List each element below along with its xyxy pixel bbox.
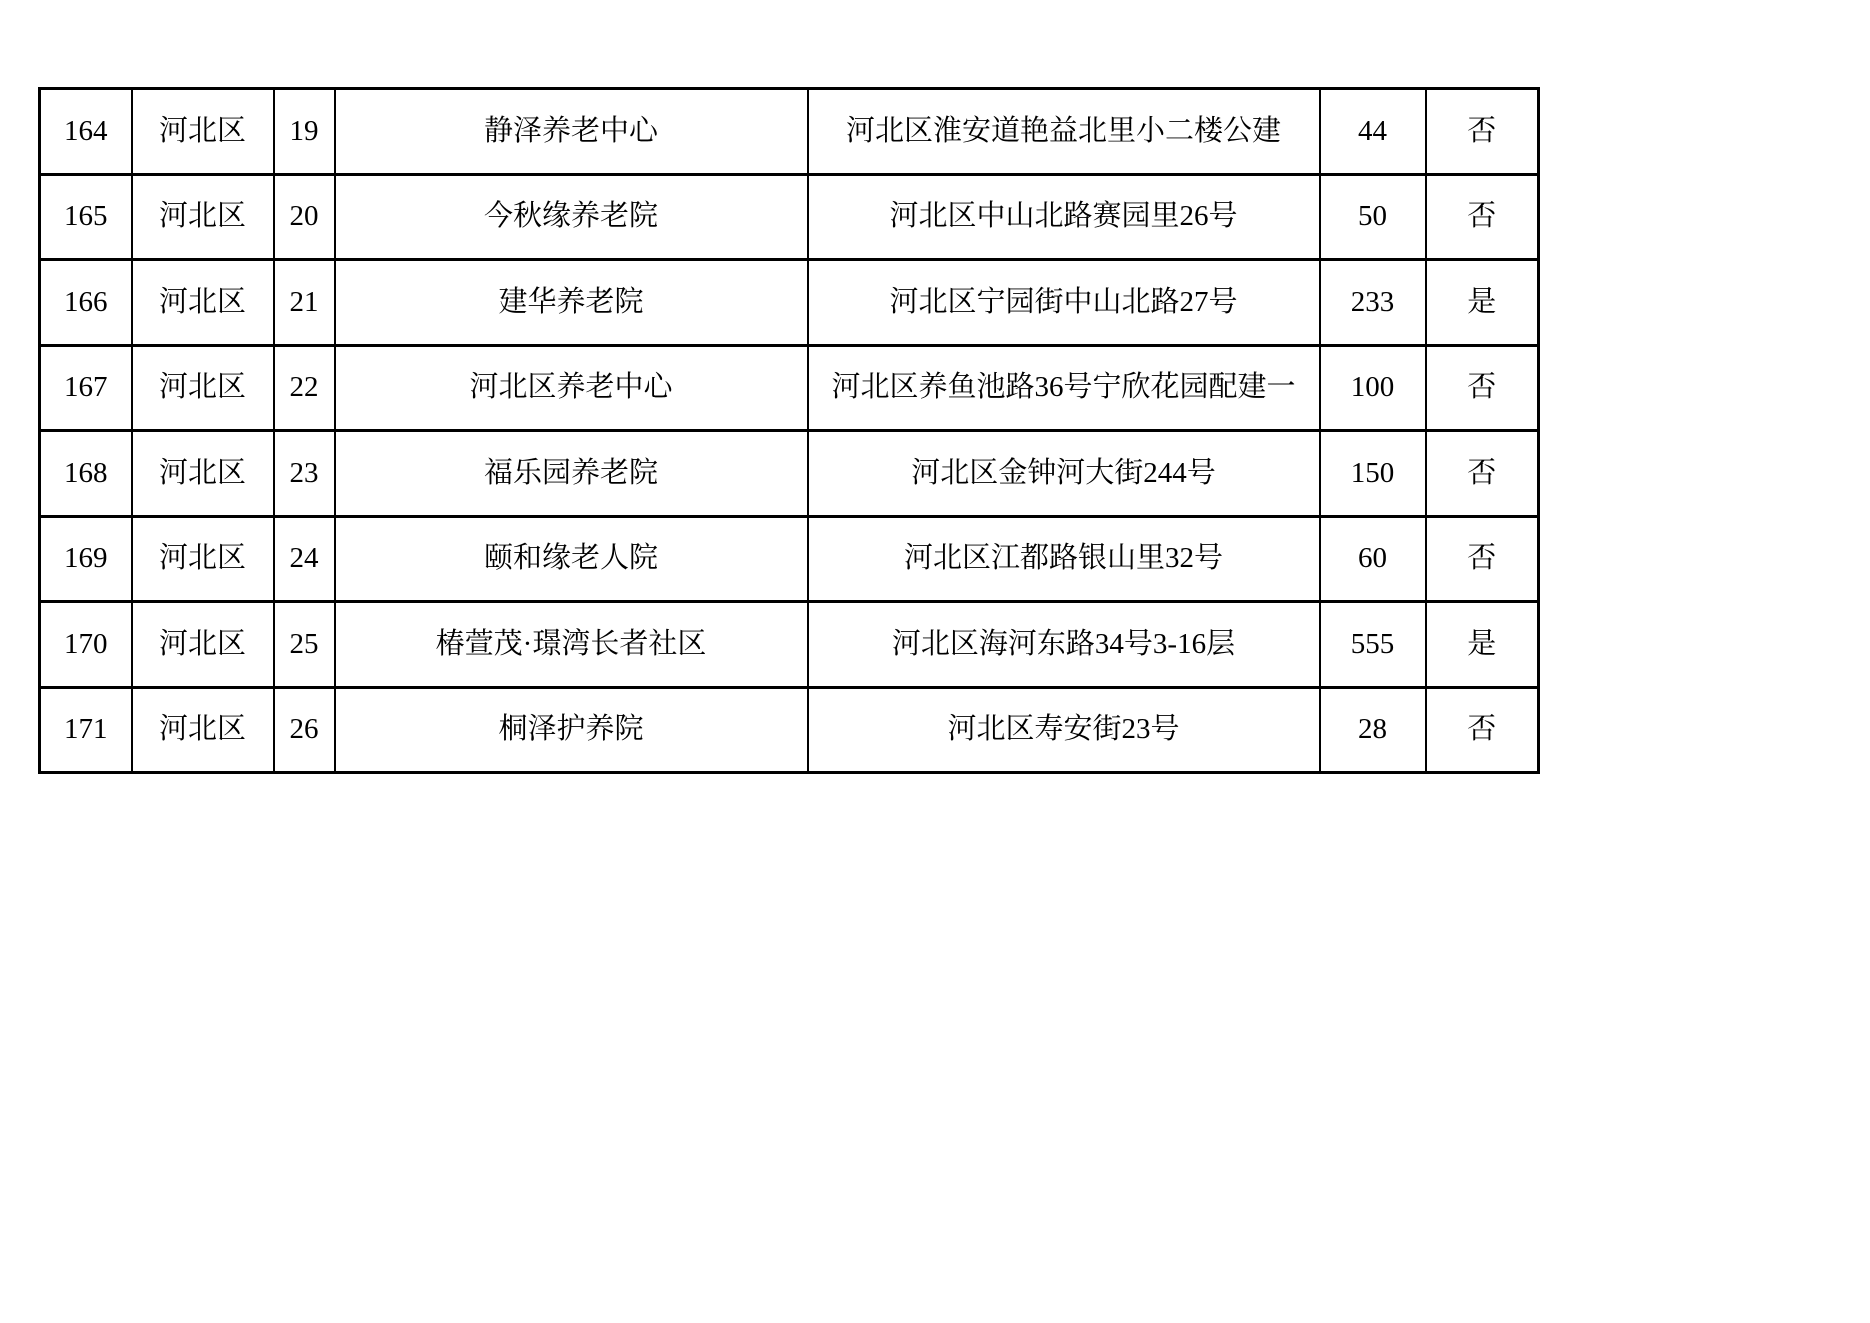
cell-district: 河北区 — [132, 260, 274, 346]
cell-facility-name: 椿萱茂·璟湾长者社区 — [335, 602, 808, 688]
cell-address: 河北区江都路银山里32号 — [808, 516, 1320, 602]
cell-flag: 否 — [1426, 516, 1539, 602]
table-row — [40, 174, 1539, 260]
table-row — [40, 516, 1539, 602]
cell-serial-number: 169 — [40, 516, 132, 602]
cell-capacity: 555 — [1320, 602, 1426, 688]
cell-facility-name: 桐泽护养院 — [335, 687, 808, 773]
cell-district: 河北区 — [132, 602, 274, 688]
cell-district: 河北区 — [132, 89, 274, 175]
cell-serial-number: 166 — [40, 260, 132, 346]
cell-capacity: 60 — [1320, 516, 1426, 602]
cell-address: 河北区中山北路赛园里26号 — [808, 174, 1320, 260]
cell-address: 河北区宁园街中山北路27号 — [808, 260, 1320, 346]
cell-district-serial: 21 — [274, 260, 335, 346]
cell-serial-number: 167 — [40, 345, 132, 431]
cell-district: 河北区 — [132, 516, 274, 602]
cell-facility-name: 建华养老院 — [335, 260, 808, 346]
table-row — [40, 345, 1539, 431]
cell-capacity: 50 — [1320, 174, 1426, 260]
cell-district-serial: 20 — [274, 174, 335, 260]
cell-flag: 是 — [1426, 260, 1539, 346]
facility-table-body — [40, 89, 1539, 773]
cell-district: 河北区 — [132, 174, 274, 260]
cell-district-serial: 25 — [274, 602, 335, 688]
cell-district: 河北区 — [132, 687, 274, 773]
cell-capacity: 44 — [1320, 89, 1426, 175]
cell-serial-number: 168 — [40, 431, 132, 517]
cell-serial-number: 171 — [40, 687, 132, 773]
cell-district-serial: 19 — [274, 89, 335, 175]
cell-facility-name: 福乐园养老院 — [335, 431, 808, 517]
cell-facility-name: 河北区养老中心 — [335, 345, 808, 431]
cell-district: 河北区 — [132, 345, 274, 431]
cell-flag: 是 — [1426, 602, 1539, 688]
cell-flag: 否 — [1426, 174, 1539, 260]
cell-district-serial: 26 — [274, 687, 335, 773]
cell-address: 河北区海河东路34号3-16层 — [808, 602, 1320, 688]
cell-serial-number: 165 — [40, 174, 132, 260]
table-row — [40, 260, 1539, 346]
cell-address: 河北区淮安道艳益北里小二楼公建 — [808, 89, 1320, 175]
cell-flag: 否 — [1426, 345, 1539, 431]
table-row — [40, 687, 1539, 773]
cell-capacity: 150 — [1320, 431, 1426, 517]
cell-district-serial: 23 — [274, 431, 335, 517]
table-row — [40, 89, 1539, 175]
cell-address: 河北区金钟河大街244号 — [808, 431, 1320, 517]
cell-facility-name: 静泽养老中心 — [335, 89, 808, 175]
cell-serial-number: 164 — [40, 89, 132, 175]
cell-address: 河北区养鱼池路36号宁欣花园配建一 — [808, 345, 1320, 431]
cell-district: 河北区 — [132, 431, 274, 517]
table-row — [40, 431, 1539, 517]
cell-capacity: 100 — [1320, 345, 1426, 431]
cell-flag: 否 — [1426, 431, 1539, 517]
cell-district-serial: 24 — [274, 516, 335, 602]
cell-flag: 否 — [1426, 89, 1539, 175]
table-row — [40, 602, 1539, 688]
cell-address: 河北区寿安街23号 — [808, 687, 1320, 773]
cell-district-serial: 22 — [274, 345, 335, 431]
cell-facility-name: 今秋缘养老院 — [335, 174, 808, 260]
cell-capacity: 233 — [1320, 260, 1426, 346]
facility-table — [38, 87, 1540, 774]
cell-flag: 否 — [1426, 687, 1539, 773]
cell-facility-name: 颐和缘老人院 — [335, 516, 808, 602]
cell-capacity: 28 — [1320, 687, 1426, 773]
cell-serial-number: 170 — [40, 602, 132, 688]
